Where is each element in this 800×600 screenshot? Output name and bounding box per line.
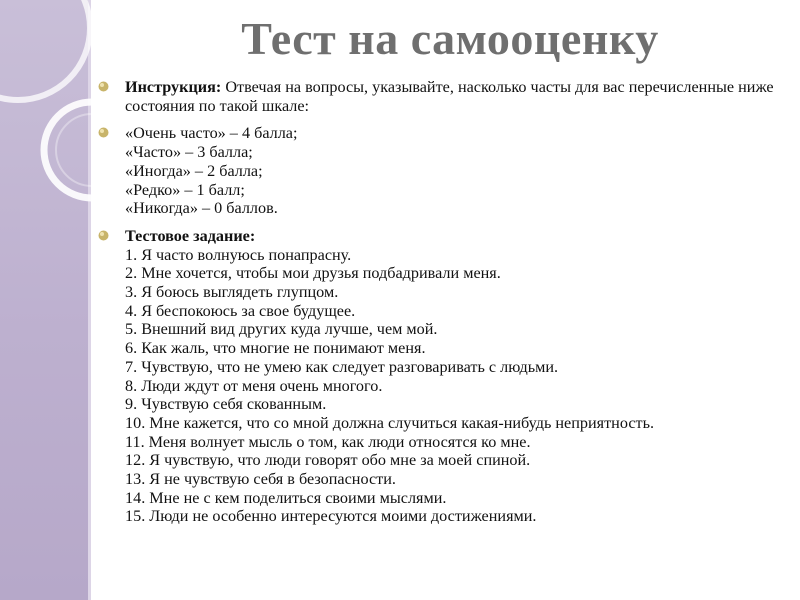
bullet-icon [98,81,109,92]
scale-line: «Часто» – 3 балла; [125,143,253,162]
question-item: 11. Меня волнует мысль о том, как люди относятся ко мне. [125,432,531,451]
question-item: 8. Люди ждут от меня очень многого. [125,376,383,395]
page-title: Тест на самооценку [241,13,659,64]
scale-line: «Редко» – 1 балл; [125,180,245,199]
instruction-text [125,78,788,115]
scale-paragraph [98,124,788,218]
scale-line: «Иногда» – 2 балла; [125,161,263,180]
question-item: 6. Как жаль, что многие не понимают меня. [125,339,426,358]
bullet-icon [98,230,109,241]
instruction-label: Инструкция: [125,78,222,96]
question-item: 13. Я не чувствую себя в безопасности. [125,470,396,489]
slide-content [98,78,788,535]
question-item: 3. Я боюсь выглядеть глупцом. [125,283,339,302]
question-item: 7. Чувствую, что не умею как следует разговаривать с людьми. [125,357,559,376]
scale-line: «Никогда» – 0 баллов. [125,199,278,218]
question-item: 2. Мне хочется, чтобы мои друзья подбадривали меня. [125,264,501,283]
task-label: Тестовое задание: [125,226,256,245]
bullet-icon [98,127,109,138]
question-item: 12. Я чувствую, что люди говорят обо мне за моей спиной. [125,451,531,470]
question-item: 10. Мне кажется, что со мной должна случиться какая-нибудь неприятность. [125,413,655,432]
task-paragraph [98,227,788,526]
scale-line: «Очень часто» – 4 балла; [125,124,298,143]
question-item: 9. Чувствую себя скованным. [125,395,327,414]
instruction-body: Отвечая на вопросы, указывайте, насколько часты для вас перечисленные ниже состояния по такой шкале: [125,78,774,115]
instruction-paragraph [98,78,788,115]
question-item: 14. Мне не с кем поделиться своими мыслями. [125,488,447,507]
question-item: 4. Я беспокоюсь за свое будущее. [125,301,356,320]
question-item: 5. Внешний вид других куда лучше, чем мой. [125,320,438,339]
large-ring [0,0,90,100]
question-item: 15. Люди не особенно интересуются моими достижениями. [125,507,537,526]
question-item: 1. Я часто волнуюсь понапрасну. [125,245,352,264]
